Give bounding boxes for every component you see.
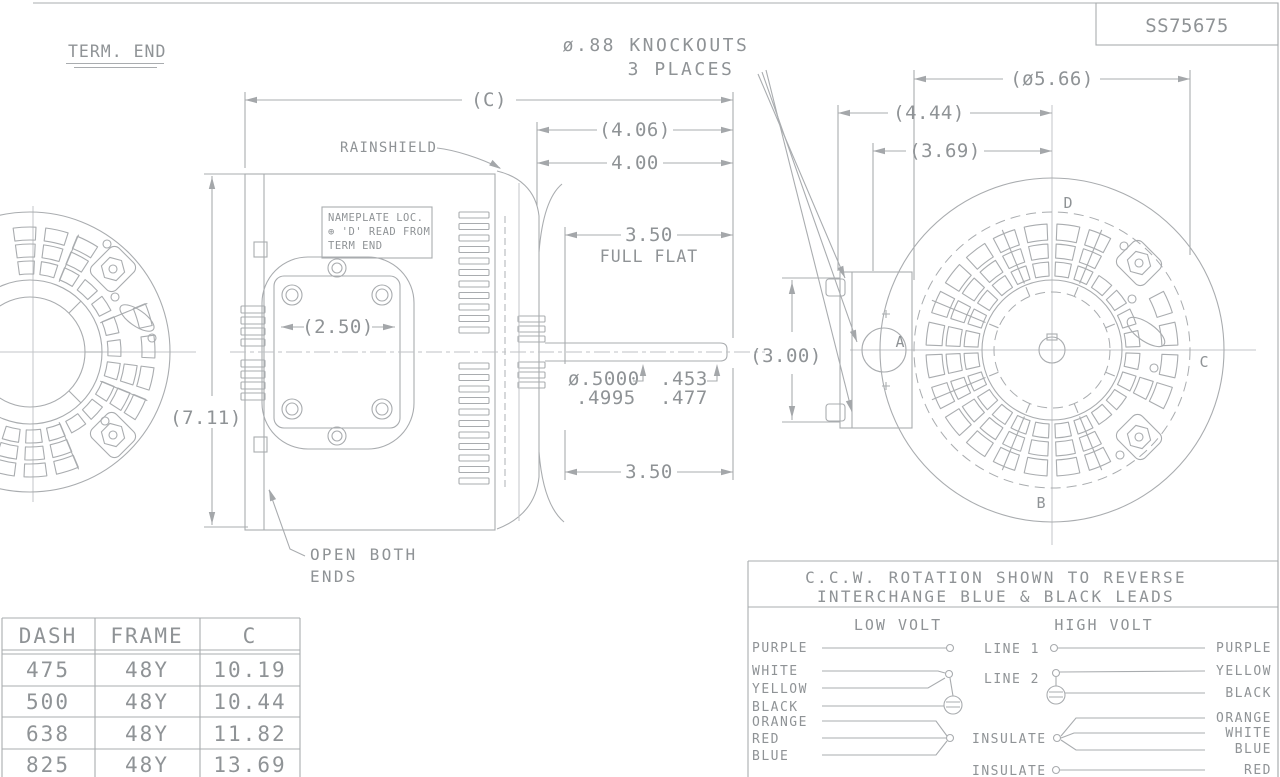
dim-444: (4.44) (893, 102, 965, 124)
full-flat-label: FULL FLAT (599, 247, 699, 266)
lead-black-hv: BLACK (1225, 686, 1272, 701)
table-row (26, 722, 287, 746)
vent-slats (459, 212, 489, 484)
cell-dash-638: 638 (26, 722, 70, 746)
lead-orange: ORANGE (752, 715, 808, 730)
nameplate-line1: NAMEPLATE LOC. (328, 212, 424, 224)
cell-frame-475: 48Y (125, 658, 169, 682)
line-labels (972, 642, 1047, 777)
cell-frame-638: 48Y (125, 722, 169, 746)
high-volt-leads (1047, 641, 1272, 777)
cell-c-825: 13.69 (213, 753, 287, 777)
cell-c-638: 11.82 (213, 722, 287, 746)
cell-dash-825: 825 (26, 753, 70, 777)
table-row (26, 753, 287, 777)
lead-red-hv: RED (1244, 763, 1272, 777)
low-volt-header: LOW VOLT (853, 616, 943, 634)
dim-c: (C) (471, 89, 507, 111)
dim-369: (3.69) (909, 140, 981, 162)
dim-flat-bot: .477 (660, 387, 708, 409)
view-label-c: C (1199, 353, 1211, 371)
dim-300: (3.00) (750, 345, 822, 367)
high-volt-header: HIGH VOLT (1054, 616, 1154, 634)
rainshield-label: RAINSHIELD (340, 140, 438, 156)
lead-blue-hv: BLUE (1234, 742, 1272, 757)
open-both-ends-line1: OPEN BOTH (310, 545, 418, 564)
dim-406: (4.06) (599, 119, 671, 141)
cell-c-500: 10.44 (213, 690, 287, 714)
cell-frame-500: 48Y (125, 690, 169, 714)
dim-566: (ø5.66) (1010, 68, 1094, 90)
nameplate-line2: ⊕ 'D' READ FROM (328, 226, 431, 238)
wiring-diagram (748, 561, 1278, 777)
line1-label: LINE 1 (984, 642, 1040, 657)
insulate-label-1: INSULATE (972, 732, 1047, 747)
terminal-bumps (241, 306, 545, 400)
dim-711: (7.11) (170, 407, 242, 429)
lead-red: RED (752, 732, 780, 747)
lead-yellow: YELLOW (752, 682, 808, 697)
lead-purple-hv: PURPLE (1216, 641, 1272, 656)
dim-shaft-dia-bot: .4995 (576, 387, 636, 409)
cell-dash-475: 475 (26, 658, 70, 682)
dim-shaft-dia-top: ø.5000 (568, 368, 640, 390)
line2-label: LINE 2 (984, 672, 1040, 687)
knockouts-line1: ø.88 KNOCKOUTS (562, 35, 750, 56)
low-volt-leads (752, 641, 962, 764)
frame-table (2, 618, 300, 777)
lead-blue: BLUE (752, 749, 790, 764)
dim-250: (2.50) (302, 316, 374, 338)
table-row (26, 658, 287, 682)
wiring-title-line1: C.C.W. ROTATION SHOWN TO REVERSE (805, 568, 1187, 587)
lead-white-hv: WHITE (1225, 726, 1272, 741)
term-end-view (0, 206, 196, 502)
drawing-number: SS75675 (1145, 15, 1229, 37)
table-header-c: C (242, 624, 258, 648)
lead-black: BLACK (752, 700, 799, 715)
open-both-ends-line2: ENDS (310, 567, 358, 586)
lead-orange-hv: ORANGE (1216, 711, 1272, 726)
cell-dash-500: 500 (26, 690, 70, 714)
knockouts-line2: 3 PLACES (627, 59, 735, 80)
term-end-label (66, 42, 166, 68)
table-row (26, 690, 287, 714)
nameplate-line3: TERM END (328, 240, 383, 252)
side-view-dimensions (170, 89, 733, 586)
cell-frame-825: 48Y (125, 753, 169, 777)
table-header-frame: FRAME (110, 624, 184, 648)
motor-side-view (230, 171, 765, 530)
lead-yellow-hv: YELLOW (1216, 664, 1272, 679)
view-label-a: A (895, 333, 907, 351)
dim-350-bot: 3.50 (625, 461, 673, 483)
lead-purple: PURPLE (752, 641, 808, 656)
end-view (826, 105, 1256, 545)
wiring-title-line2: INTERCHANGE BLUE & BLACK LEADS (817, 587, 1175, 606)
cell-c-475: 10.19 (213, 658, 287, 682)
dim-350-top: 3.50 (625, 224, 673, 246)
dim-flat-top: .453 (660, 368, 708, 390)
dim-400: 4.00 (611, 152, 659, 174)
term-end-text: TERM. END (68, 42, 167, 61)
lead-white: WHITE (752, 664, 799, 679)
insulate-label-2: INSULATE (972, 764, 1047, 777)
view-label-d: D (1063, 194, 1075, 212)
rainshield-outline (497, 171, 564, 529)
table-header-dash: DASH (18, 624, 78, 648)
view-label-b: B (1036, 494, 1048, 512)
